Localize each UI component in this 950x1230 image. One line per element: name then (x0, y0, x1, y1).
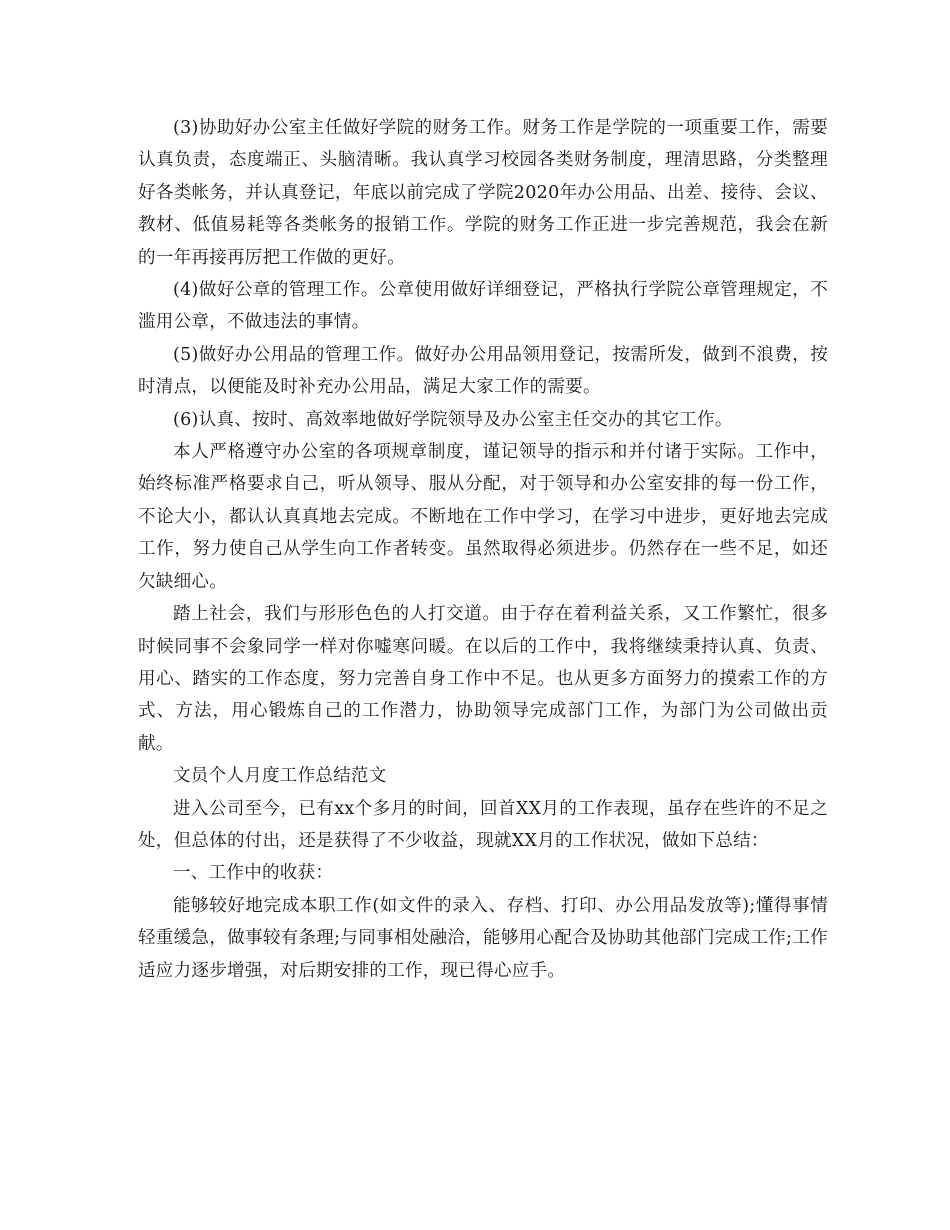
paragraph-other-tasks: (6)认真、按时、高效率地做好学院领导及办公室主任交办的其它工作。 (173, 409, 733, 430)
paragraph-finance-work: (3)协助好办公室主任做好学院的财务工作。财务工作是学院的一项重要工作，需要认真负责，态度端正、头脑清晰。我认真学习校园各类财务制度，理清思路，分类整理好各类帐务，并认真登记，年底以前完成了学院2020年办公用品、出差、接待、会议、教材、低值易耗等各类帐务的报销工作。学院的财务工作正进一步完善规范，我会在新的一年再接再厉把工作做的更好。 (138, 118, 828, 268)
document-body (138, 112, 828, 987)
paragraph-introduction: 进入公司至今，已有xx个多月的时间，回首XX月的工作表现，虽存在些许的不足之处，但总体的付出，还是获得了不少收益，现就XX月的工作状况，做如下总结： (138, 798, 828, 851)
paragraph-future-plans: 踏上社会，我们与形形色色的人打交道。由于存在着利益关系，又工作繁忙，很多时候同事不会象同学一样对你嘘寒问暖。在以后的工作中，我将继续秉持认真、负责、用心、踏实的工作态度，努力完善自身工作中不足。也从更多方面努力的摸索工作的方式、方法，用心锻炼自己的工作潜力，协助领导完成部门工作，为部门为公司做出贡献。 (138, 604, 828, 754)
paragraph-seal-management: (4)做好公章的管理工作。公章使用做好详细登记，严格执行学院公章管理规定，不滥用公章，不做违法的事情。 (138, 280, 828, 333)
subheading-gains: 一、工作中的收获： (173, 863, 334, 884)
paragraph-office-supplies: (5)做好办公用品的管理工作。做好办公用品领用登记，按需所发，做到不浪费，按时清点，以便能及时补充办公用品，满足大家工作的需要。 (138, 344, 828, 398)
paragraph-self-discipline: 本人严格遵守办公室的各项规章制度，谨记领导的指示和并付诸于实际。工作中，始终标准严格要求自己，听从领导、服从分配，对于领导和办公室安排的每一份工作，不论大小，都认认真真地去完成。不断地在工作中学习，在学习中进步，更好地去完成工作，努力使自己从学生向工作者转变。虽然取得必须进步。仍然存在一些不足，如还欠缺细心。 (138, 442, 828, 592)
paragraph-gains: 能够较好地完成本职工作(如文件的录入、存档、打印、办公用品发放等);懂得事情轻重缓急，做事较有条理;与同事相处融洽，能够用心配合及协助其他部门完成工作;工作适应力逐步增强，对后期安排的工作，现已得心应手。 (138, 895, 828, 981)
section-heading: 文员个人月度工作总结范文 (173, 766, 387, 787)
